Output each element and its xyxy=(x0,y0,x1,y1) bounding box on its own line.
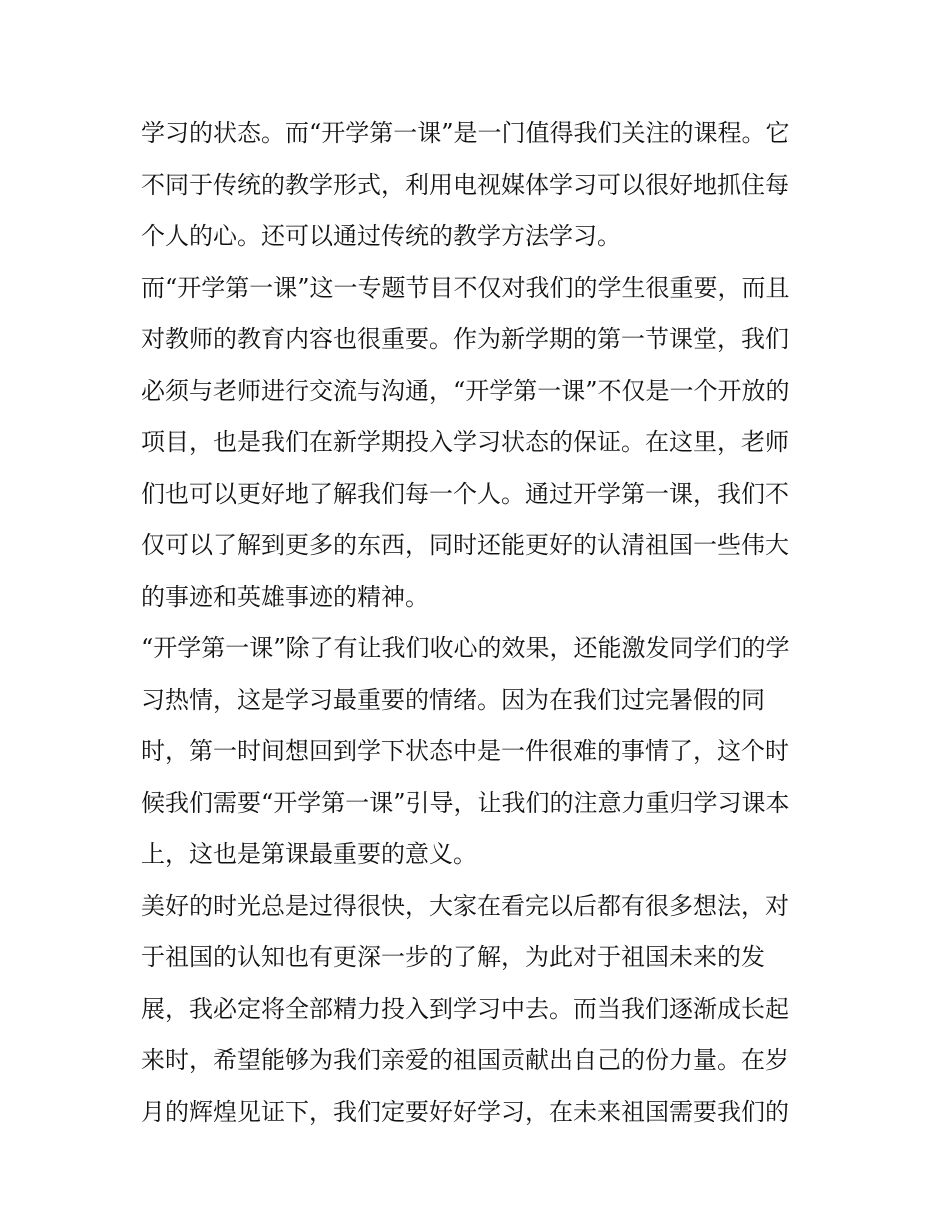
text-line: 们也可以更好地了解我们每一个人。通过开学第一课，我们不 xyxy=(141,479,789,508)
text-line: 不同于传统的教学形式，利用电视媒体学习可以很好地抓住每 xyxy=(141,170,789,199)
text-line: 学习的状态。而“开学第一课”是一门值得我们关注的课程。它 xyxy=(141,119,790,147)
body-text xyxy=(141,108,813,1138)
text-line: 项目，也是我们在新学期投入学习状态的保证。在这里，老师 xyxy=(141,428,789,456)
text-line: 仅可以了解到更多的东西，同时还能更好的认清祖国一些伟大 xyxy=(141,531,789,559)
text-line: 美好的时光总是过得很快，大家在看完以后都有很多想法，对 xyxy=(141,891,789,920)
text-line: 来时，希望能够为我们亲爱的祖国贡献出自己的份力量。在岁 xyxy=(141,1046,789,1074)
text-line: 而“开学第一课”这一专题节目不仅对我们的学生很重要，而且 xyxy=(141,273,790,302)
text-line: 展，我必定将全部精力投入到学习中去。而当我们逐渐成长起 xyxy=(141,994,789,1023)
text-line: 个人的心。还可以通过传统的教学方法学习。 xyxy=(141,222,621,250)
text-line: 时，第一时间想回到学下状态中是一件很难的事情了，这个时 xyxy=(141,737,789,765)
text-line: 的事迹和英雄事迹的精神。 xyxy=(141,582,429,611)
text-line: “开学第一课”除了有让我们收心的效果，还能激发同学们的学 xyxy=(141,634,790,662)
text-line: 对教师的教育内容也很重要。作为新学期的第一节课堂，我们 xyxy=(141,325,789,353)
text-line: 必须与老师进行交流与沟通，“开学第一课”不仅是一个开放的 xyxy=(141,376,790,405)
text-line: 上，这也是第课最重要的意义。 xyxy=(141,840,477,868)
text-line: 候我们需要“开学第一课”引导，让我们的注意力重归学习课本 xyxy=(141,788,790,817)
text-line: 习热情，这是学习最重要的情绪。因为在我们过完暑假的同 xyxy=(141,685,765,714)
text-line: 月的辉煌见证下，我们定要好好学习，在未来祖国需要我们的 xyxy=(141,1097,789,1126)
text-line: 于祖国的认知也有更深一步的了解，为此对于祖国未来的发 xyxy=(141,943,765,971)
